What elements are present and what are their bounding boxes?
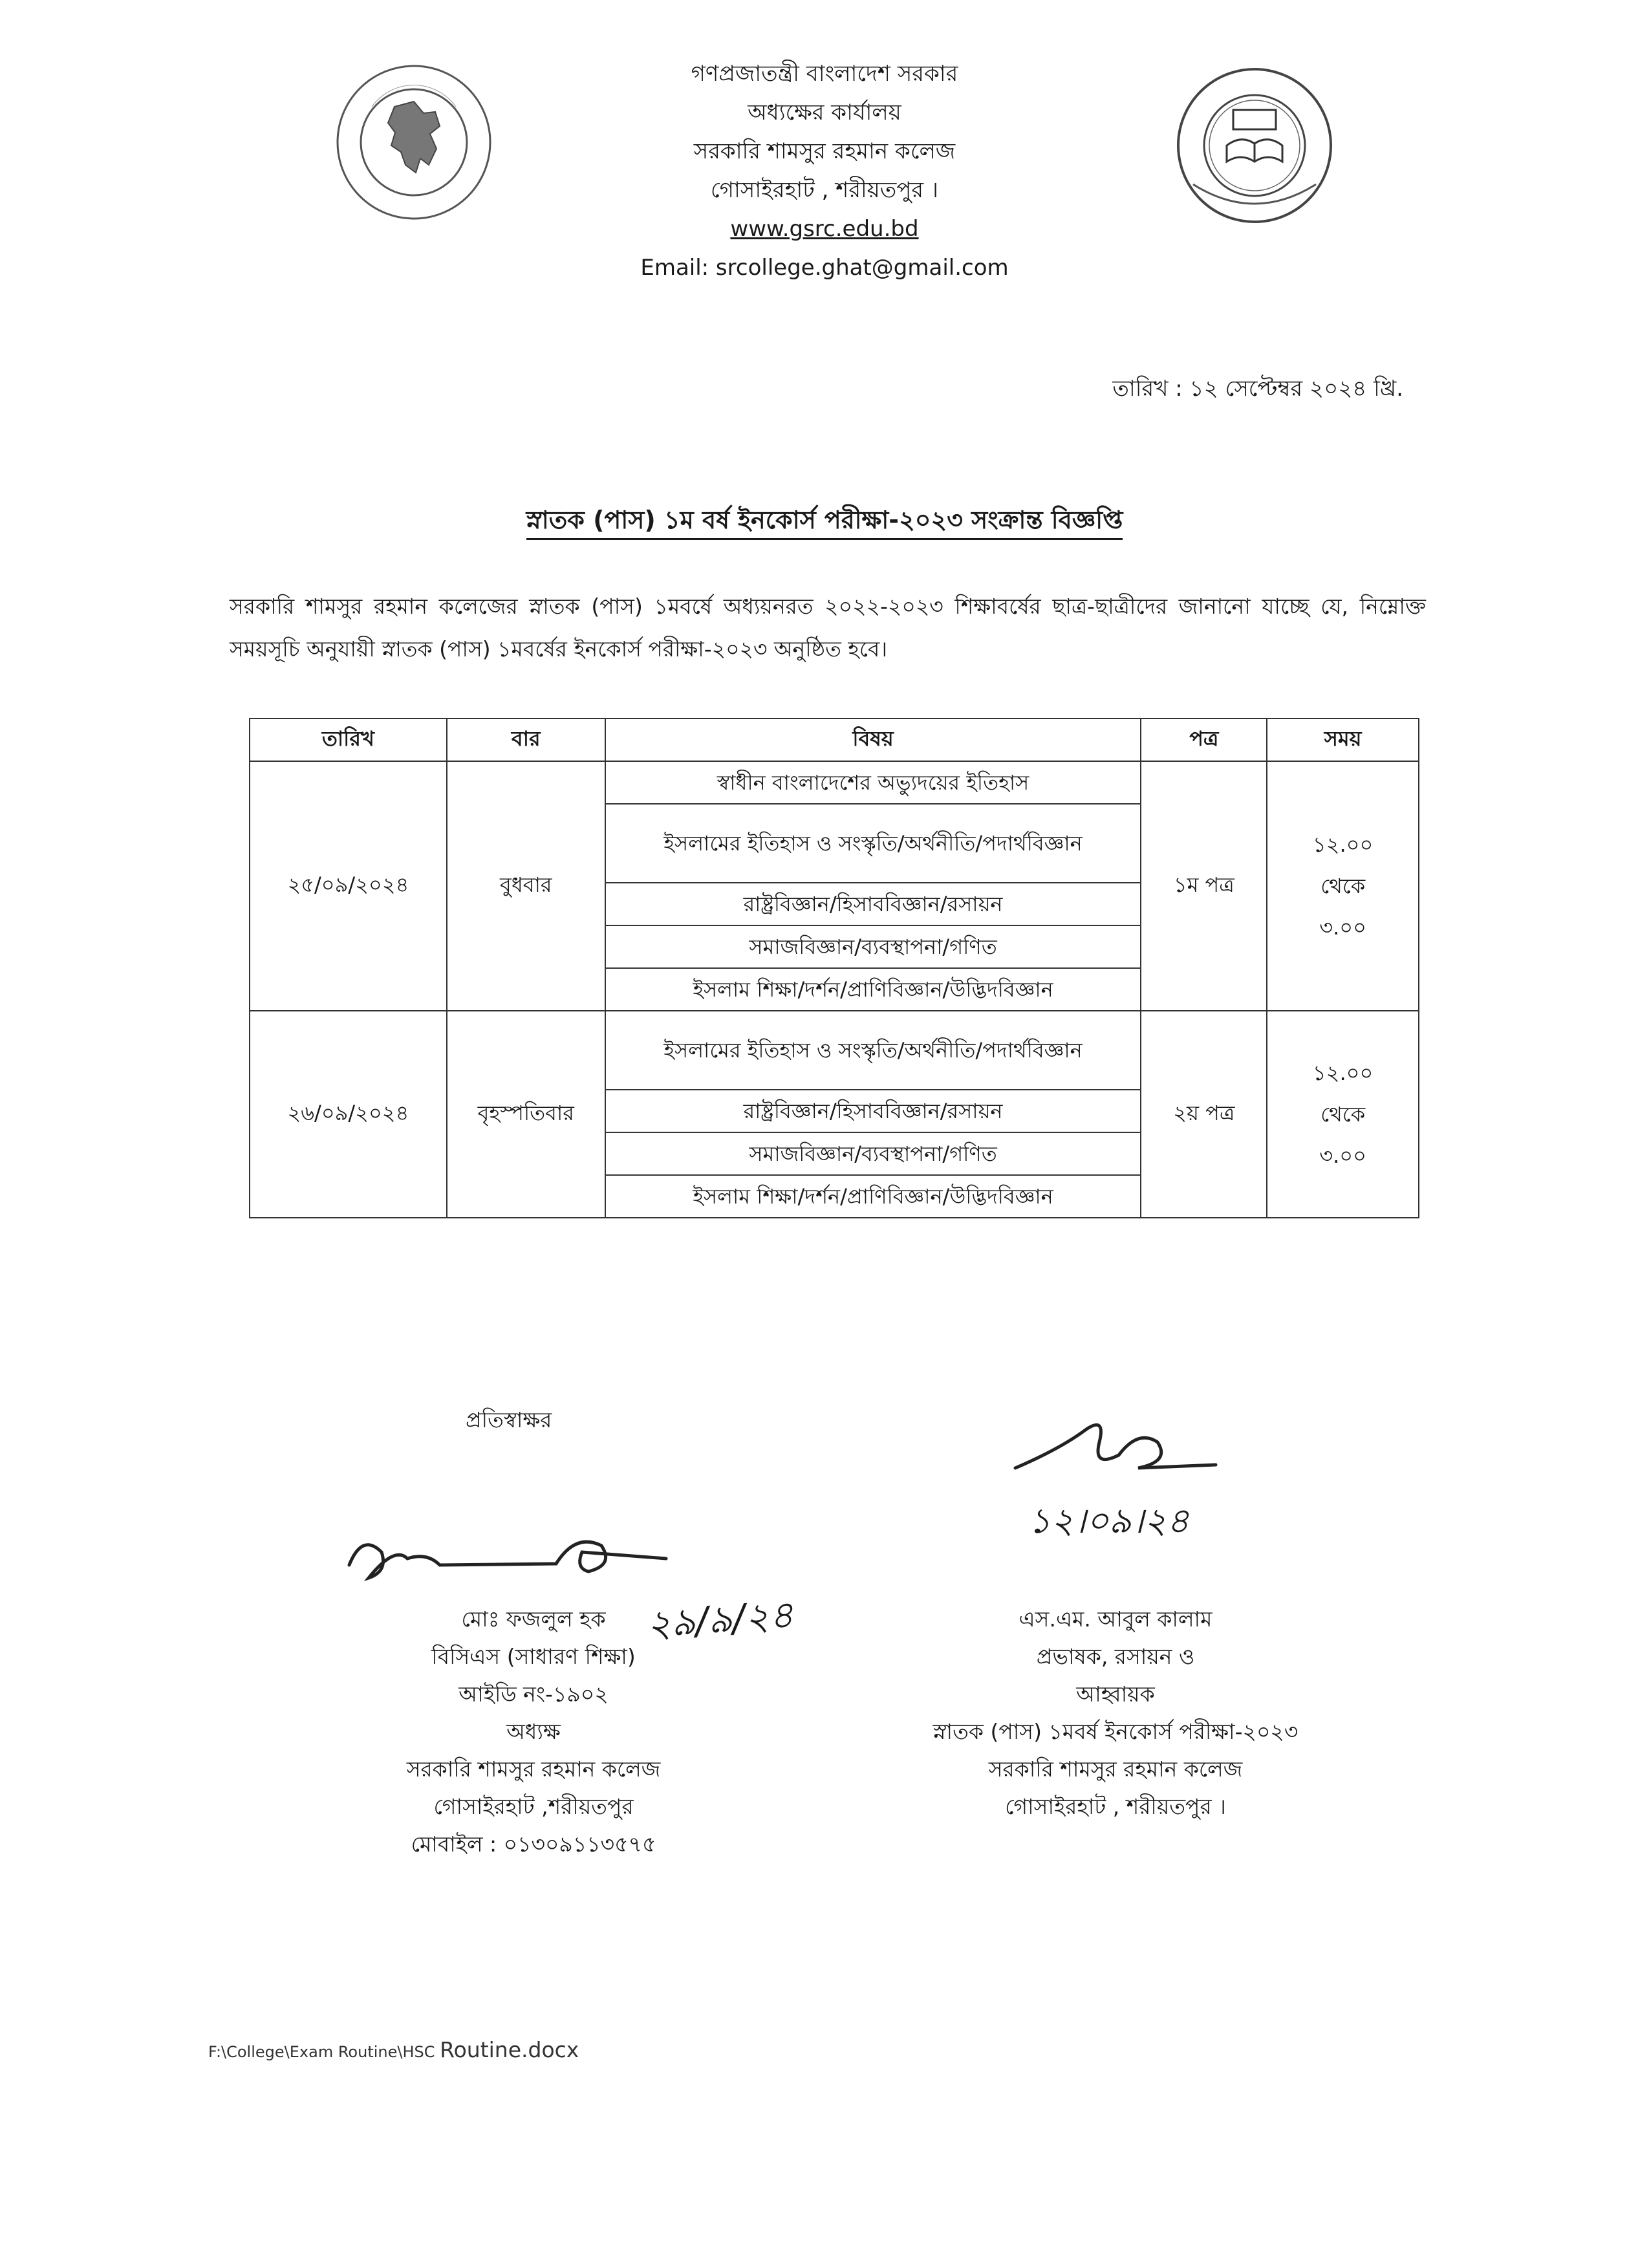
time-to: ৩.০০	[1319, 1143, 1366, 1168]
notice-intro: সরকারি শামসুর রহমান কলেজের স্নাতক (পাস) ১মবর্ষে অধ্যয়নরত ২০২২-২০২৩ শিক্ষাবর্ষের ছাত্র-ছাত্রীদের জানানো যাচ্ছে যে, নিম্নোক্ত সময়সূচি অনুযায়ী স্নাতক (পাস) ১মবর্ষের ইনকোর্স পরীক্ষা-২০২৩ অনুষ্ঠিত হবে।	[230, 594, 1426, 662]
convener-name: এস.এম. আবুল কালাম	[1018, 1606, 1212, 1632]
exam-routine-table	[249, 718, 1419, 1218]
file-path-footer	[208, 2037, 579, 2062]
exam-subject: স্বাধীন বাংলাদেশের অভ্যুদয়ের ইতিহাস	[605, 761, 1141, 804]
exam-subject: সমাজবিজ্ঞান/ব্যবস্থাপনা/গণিত	[605, 925, 1141, 968]
convener-signature-icon	[1009, 1403, 1222, 1487]
notice-title-text: স্নাতক (পাস) ১ম বর্ষ ইনকোর্স পরীক্ষা-২০২৩ সংক্রান্ত বিজ্ঞপ্তি	[526, 506, 1123, 540]
principal-signature-icon	[343, 1507, 705, 1610]
principal-cadre: বিসিএস (সাধারণ শিক্ষা)	[431, 1644, 636, 1669]
header-day: বার	[447, 718, 605, 761]
exam-time	[1267, 761, 1419, 1011]
website-link[interactable]: www.gsrc.edu.bd	[730, 216, 919, 242]
convener-committee: স্নাতক (পাস) ১মবর্ষ ইনকোর্স পরীক্ষা-২০২৩	[932, 1719, 1299, 1744]
time-mid: থেকে	[1320, 1102, 1366, 1127]
header-paper: পত্র	[1141, 718, 1267, 761]
principal-block	[278, 1601, 789, 1863]
table-row	[250, 1011, 1419, 1090]
principal-address: গোসাইরহাট ,শরীয়তপুর	[433, 1794, 634, 1819]
table-row	[250, 761, 1419, 804]
exam-date: ২৫/০৯/২০২৪	[250, 761, 447, 1011]
exam-time	[1267, 1011, 1419, 1218]
convener-college: সরকারি শামসুর রহমান কলেজ	[988, 1756, 1243, 1782]
college-address: গোসাইরহাট , শরীয়তপুর ।	[710, 177, 939, 203]
principal-mobile: মোবাইল : ০১৩০৯১১৩৫৭৫	[411, 1831, 656, 1857]
convener-designation: প্রভাষক, রসায়ন ও	[1036, 1644, 1195, 1669]
government-name: গণপ্রজাতন্ত্রী বাংলাদেশ সরকার	[691, 61, 958, 87]
time-from: ১২.০০	[1312, 832, 1374, 857]
exam-date: ২৬/০৯/২০২৪	[250, 1011, 447, 1218]
principal-name: মোঃ ফজলুল হক	[461, 1606, 606, 1632]
principal-id: আইডি নং-১৯০২	[458, 1681, 609, 1707]
convener-address: গোসাইরহাট , শরীয়তপুর ।	[1005, 1794, 1226, 1819]
email-line: Email: srcollege.ghat@gmail.com	[640, 255, 1009, 281]
exam-subject: ইসলামের ইতিহাস ও সংস্কৃতি/অর্থনীতি/পদার্থবিজ্ঞান	[605, 804, 1141, 883]
principal-college: সরকারি শামসুর রহমান কলেজ	[406, 1756, 661, 1782]
time-to: ৩.০০	[1319, 915, 1366, 940]
exam-paper: ২য় পত্র	[1141, 1011, 1267, 1218]
principal-handwritten-date: ২৯/৯/২৪	[645, 1592, 795, 1647]
exam-subject: রাষ্ট্রবিজ্ঞান/হিসাববিজ্ঞান/রসায়ন	[605, 1090, 1141, 1132]
exam-subject: ইসলাম শিক্ষা/দর্শন/প্রাণিবিজ্ঞান/উদ্ভিদবিজ্ঞান	[605, 1175, 1141, 1218]
college-name: সরকারি শামসুর রহমান কলেজ	[693, 138, 956, 164]
exam-day: বৃহস্পতিবার	[447, 1011, 605, 1218]
notice-date: তারিখ : ১২ সেপ্টেম্বর ২০২৪ খ্রি.	[1112, 376, 1403, 402]
exam-subject: ইসলামের ইতিহাস ও সংস্কৃতি/অর্থনীতি/পদার্থবিজ্ঞান	[605, 1011, 1141, 1090]
convener-block	[841, 1601, 1390, 1826]
file-path: F:\College\Exam Routine\HSC	[208, 2043, 435, 2061]
time-mid: থেকে	[1320, 874, 1366, 898]
office-name: অধ্যক্ষের কার্যালয়	[748, 100, 901, 125]
convener-handwritten-date: ১২।০৯।২৪	[1028, 1500, 1190, 1541]
notice-title	[0, 501, 1649, 543]
file-name: Routine.docx	[440, 2037, 579, 2062]
time-from: ১২.০০	[1312, 1061, 1374, 1085]
exam-day: বুধবার	[447, 761, 605, 1011]
principal-designation: অধ্যক্ষ	[506, 1719, 561, 1744]
convener-role: আহ্বায়ক	[1076, 1681, 1155, 1707]
table-header-row	[250, 718, 1419, 761]
exam-subject: ইসলাম শিক্ষা/দর্শন/প্রাণিবিজ্ঞান/উদ্ভিদবিজ্ঞান	[605, 968, 1141, 1011]
exam-subject: সমাজবিজ্ঞান/ব্যবস্থাপনা/গণিত	[605, 1132, 1141, 1175]
header-date: তারিখ	[250, 718, 447, 761]
exam-subject: রাষ্ট্রবিজ্ঞান/হিসাববিজ্ঞান/রসায়ন	[605, 883, 1141, 925]
countersign-label: প্রতিস্বাক্ষর	[466, 1407, 552, 1432]
exam-paper: ১ম পত্র	[1141, 761, 1267, 1011]
header-time: সময়	[1267, 718, 1419, 761]
header-subject: বিষয়	[605, 718, 1141, 761]
